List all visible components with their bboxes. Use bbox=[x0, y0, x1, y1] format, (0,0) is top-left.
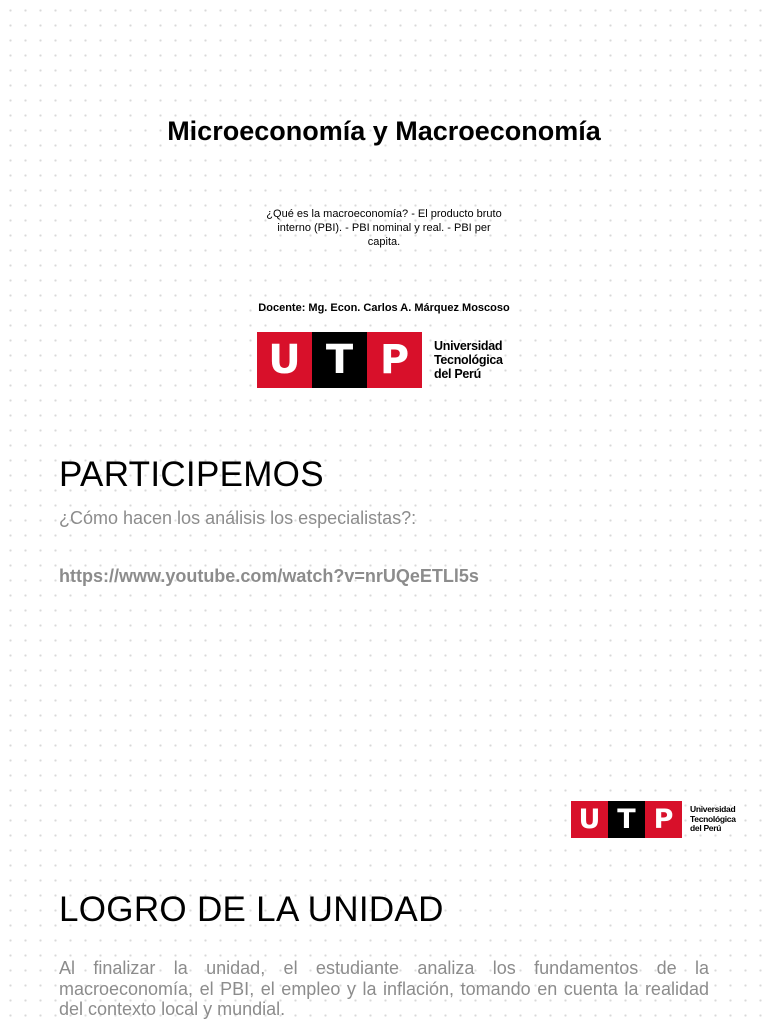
utp-logo bbox=[257, 332, 503, 388]
logo-small-line-1: Universidad bbox=[690, 804, 736, 815]
logo-line-2: Tecnológica bbox=[434, 353, 503, 367]
participemos-heading: PARTICIPEMOS bbox=[59, 455, 324, 494]
slide-logro bbox=[0, 850, 768, 1024]
logo-small-letter-t: T bbox=[608, 801, 645, 838]
participemos-question: ¿Cómo hacen los análisis los especialistas?: bbox=[59, 508, 417, 528]
utp-logo-blocks bbox=[257, 332, 422, 388]
slide-participemos bbox=[0, 420, 768, 850]
logo-line-1: Universidad bbox=[434, 339, 503, 353]
utp-logo-small-text bbox=[690, 805, 736, 834]
logo-line-3: del Perú bbox=[434, 367, 481, 381]
youtube-link[interactable]: https://www.youtube.com/watch?v=nrUQeETLl5s bbox=[59, 566, 479, 586]
logo-letter-u: U bbox=[257, 332, 312, 388]
utp-logo-text bbox=[434, 339, 503, 381]
logo-small-letter-p: P bbox=[645, 801, 682, 838]
logo-letter-t: T bbox=[312, 332, 367, 388]
logo-small-letter-u: U bbox=[571, 801, 608, 838]
logo-small-line-3: del Perú bbox=[690, 823, 722, 834]
logo-small-line-2: Tecnológica bbox=[690, 813, 736, 824]
subtitle-topics: ¿Qué es la macroeconomía? - El producto bruto interno (PBI). - PBI nominal y real. - PBI per capita. bbox=[266, 208, 502, 248]
utp-logo-small bbox=[571, 801, 736, 838]
logro-heading: LOGRO DE LA UNIDAD bbox=[59, 890, 444, 929]
page-title: Microeconomía y Macroeconomía bbox=[167, 116, 601, 146]
docente-label: Docente: Mg. Econ. Carlos A. Márquez Moscoso bbox=[258, 302, 510, 314]
logo-letter-p: P bbox=[367, 332, 422, 388]
utp-logo-small-blocks bbox=[571, 801, 682, 838]
slide-title bbox=[0, 0, 768, 420]
logro-body: Al finalizar la unidad, el estudiante analiza los fundamentos de la macroeconomía, el PBI, el empleo y la inflación, tomando en cuenta la realidad del contexto local y mundial. bbox=[59, 958, 709, 1019]
